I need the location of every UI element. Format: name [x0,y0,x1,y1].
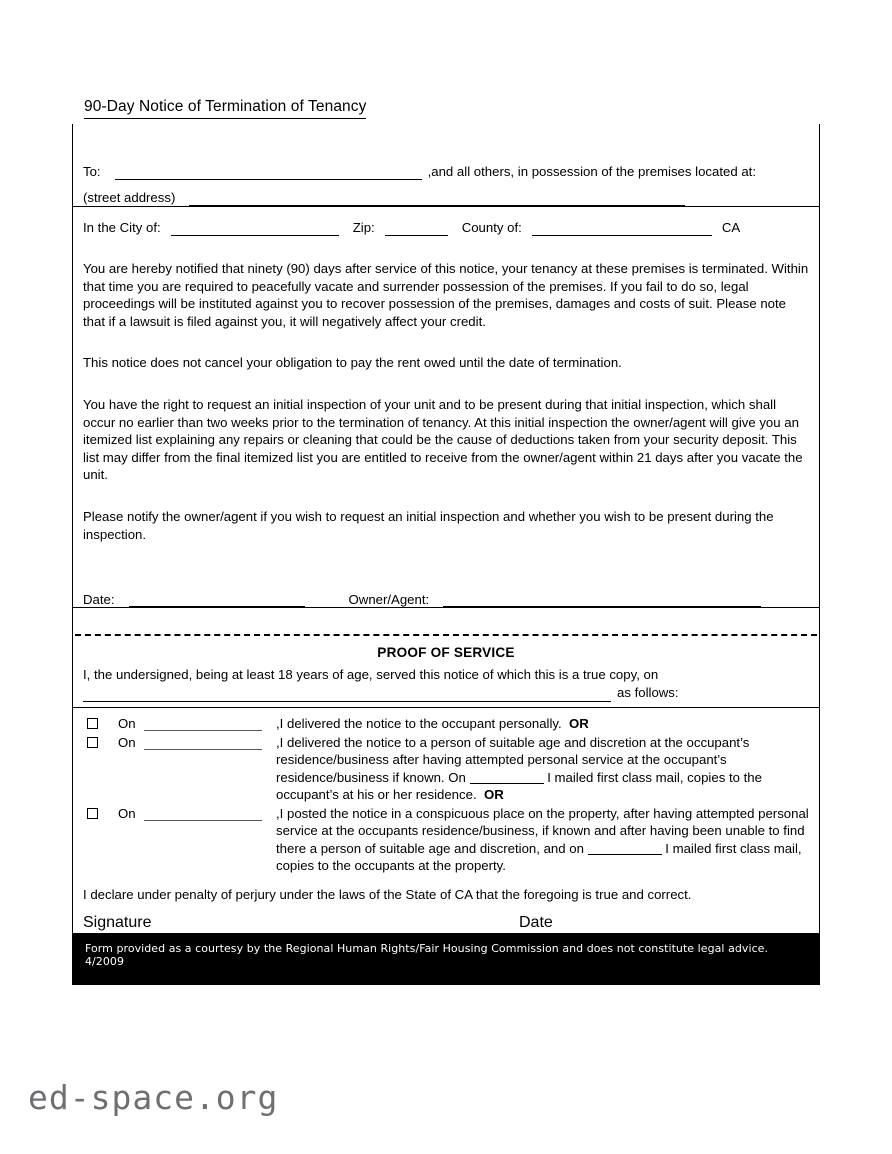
notice-date-label: Date: [83,592,115,608]
service-date-label: Date [519,913,553,931]
date-owner-row [73,577,819,608]
state-label: CA [721,220,741,236]
on-label-3: On [118,806,136,822]
served-on-input-line[interactable] [83,701,611,702]
notice-paragraph-4: Please notify the owner/agent if you wish to request an initial inspection and whether you wish to be present during the inspection. [83,508,774,542]
to-trailing-text: ,and all others, in possession of the premises located at: [427,164,756,180]
zip-input-line[interactable] [385,222,448,236]
service-method-text-3 [262,805,809,874]
owner-agent-input-line[interactable] [443,593,761,607]
to-input-line[interactable] [115,166,422,180]
cut-line-spacer [73,608,819,634]
footer-disclaimer-text: Form provided as a courtesy by the Regional Human Rights/Fair Housing Commission and does not constitute legal advice. 4/2009 [85,941,769,968]
street-address-input-line[interactable] [189,192,685,206]
notice-date-input-line[interactable] [129,593,305,607]
on-label-2: On [118,734,136,750]
mail-date-input-2[interactable] [470,771,544,784]
city-input-line[interactable] [171,222,339,236]
city-label: In the City of: [83,220,161,236]
footer-disclaimer-bar [73,933,819,984]
list-item [83,734,809,803]
county-input-line[interactable] [532,222,712,236]
watermark: ed-space.org [28,1078,279,1117]
notice-form-box [72,124,820,985]
recipient-row [73,151,819,180]
service-method-text-3-part1: ,I posted the notice in a conspicuous place on the property, after having attempted personal service at the occupants residence/business, if known and after having been unable to find there a person of suitable age and discretion, and on [276,806,809,856]
service-method-text-1 [262,715,809,732]
service-date-input-2[interactable] [144,736,262,750]
signature-date-row [73,906,819,933]
notice-paragraph-3: You have the right to request an initial inspection of your unit and to be present during that initial inspection, which shall occur no earlier than two weeks prior to the termination of tenancy. At this initial inspection the owner/agent will give you an itemized list explaining any repairs or cleaning that could be the cause of deductions taken from your security deposit. This list may differ from the final itemized list you are entitled to receive from the owner/agent within 21 days after you vacate the unit. [83,396,803,483]
service-method-text-2-part2: I mailed first class mail, copies to the occupant’s at his or her residence. [276,769,762,802]
service-method-list [73,708,819,881]
owner-agent-label: Owner/Agent: [348,592,430,608]
city-zip-county-row [73,207,819,236]
street-address-row [73,180,819,207]
service-method-text-2-part1: ,I delivered the notice to a person of suitable age and discretion at the occupant’s residence/business after having attempted personal service at the occupant’s residence/business if known. On [276,734,750,785]
document-title: 90-Day Notice of Termination of Tenancy [84,98,366,119]
zip-label: Zip: [352,220,375,236]
notice-paragraph-1: You are hereby notified that ninety (90) days after service of this notice, your tenancy at these premises is terminated. Within that time you are required to peacefully vacate and surrender possession of the premises. If you fail to do so, legal proceedings will be instituted against you to recover possession of the premises, damages and costs of suit. Please note that if a lawsuit is filed against you, it will negatively affect your credit. [83,261,809,329]
service-method-text-3-part2: I mailed first class mail, copies to the occupants at the property. [276,840,802,873]
signature-label: Signature [83,913,152,931]
proof-of-service-intro: I, the undersigned, being at least 18 years of age, served this notice of which this is a true copy, on [83,667,659,683]
as-follows-label: as follows: [617,684,679,700]
service-date-input-1[interactable] [144,717,262,731]
or-label-2: OR [483,786,504,802]
on-label-1: On [118,715,136,731]
list-item [83,715,809,732]
county-label: County of: [461,220,522,236]
checkbox-substituted-service[interactable] [87,737,98,748]
perjury-declaration: I declare under penalty of perjury under the laws of the State of CA that the foregoing is true and correct. [83,887,692,903]
or-label-1: OR [569,715,589,731]
notice-body [73,236,819,577]
service-method-text-2 [262,734,809,803]
service-method-text-1-main: ,I delivered the notice to the occupant personally. [276,715,562,731]
notice-paragraph-2: This notice does not cancel your obligation to pay the rent owed until the date of termination. [83,355,622,371]
service-date-input-3[interactable] [144,807,262,821]
checkbox-personal-service[interactable] [87,718,98,729]
list-item [83,805,809,874]
served-on-row [73,684,819,707]
proof-of-service-title: PROOF OF SERVICE [377,645,515,661]
street-address-label: (street address) [83,190,176,206]
to-label: To: [83,164,101,180]
mail-date-input-3[interactable] [588,842,662,855]
checkbox-posting-service[interactable] [87,808,98,819]
